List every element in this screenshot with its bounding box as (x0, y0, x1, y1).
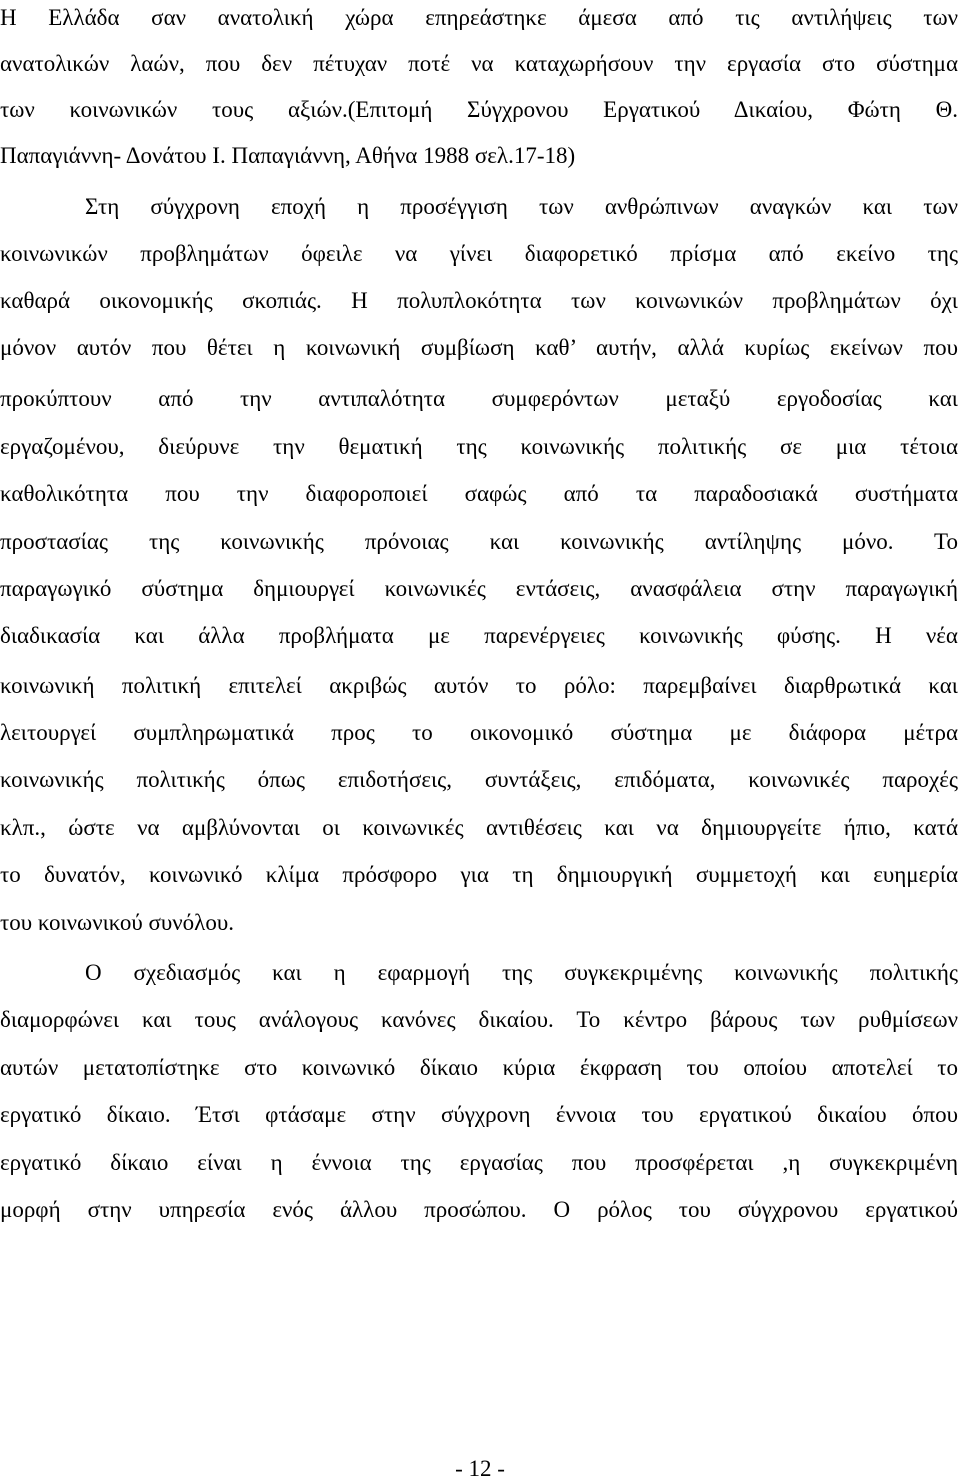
paragraph-first-line: Στη σύγχρονη εποχή η προσέγγιση των ανθρώπινων αναγκών και των (85, 194, 958, 219)
text-line: καθολικότητα που την διαφοροποιεί σαφώς από τα παραδοσιακά συστήματα (0, 481, 958, 506)
text-line: εργαζομένου, διεύρυνε την θεματική της κοινωνικής πολιτικής σε μια τέτοια (0, 434, 958, 459)
text-line: αυτών μετατοπίστηκε στο κοινωνικό δίκαιο κύρια έκφραση του οποίου αποτελεί το (0, 1055, 958, 1080)
text-line: το δυνατόν, κοινωνικό κλίμα πρόσφορο για τη δημιουργική συμμετοχή και ευημερία (0, 862, 958, 887)
text-line: Η Ελλάδα σαν ανατολική χώρα επηρεάστηκε άμεσα από τις αντιλήψεις των (0, 5, 958, 30)
text-line: μορφή στην υπηρεσία ενός άλλου προσώπου. Ο ρόλος του σύγχρονου εργατικού (0, 1197, 958, 1222)
text-line: κοινωνικών προβλημάτων όφειλε να γίνει διαφορετικό πρίσμα από εκείνο της (0, 241, 958, 266)
text-line: Παπαγιάννη- Δονάτου Ι. Παπαγιάννη, Αθήνα 1988 σελ.17-18) (0, 143, 576, 168)
text-line: μόνον αυτόν που θέτει η κοινωνική συμβίωση καθ’ αυτήν, αλλά κυρίως εκείνων που (0, 335, 958, 360)
text-line: κλπ., ώστε να αμβλύνονται οι κοινωνικές αντιθέσεις και να δημιουργείτε ήπιο, κατά (0, 815, 958, 840)
text-line: διαμορφώνει και τους ανάλογους κανόνες δικαίου. Το κέντρο βάρους των ρυθμίσεων (0, 1007, 958, 1032)
paragraph-first-line: Ο σχεδιασμός και η εφαρμογή της συγκεκριμένης κοινωνικής πολιτικής (85, 960, 958, 985)
text-line: καθαρά οικονομικής σκοπιάς. Η πολυπλοκότητα των κοινωνικών προβλημάτων όχι (0, 288, 958, 313)
text-line: κοινωνική πολιτική επιτελεί ακριβώς αυτόν το ρόλο: παρεμβαίνει διαρθρωτικά και (0, 673, 958, 698)
text-line: ανατολικών λαών, που δεν πέτυχαν ποτέ να καταχωρήσουν την εργασία στο σύστημα (0, 51, 958, 76)
text-line: των κοινωνικών τους αξιών.(Επιτομή Σύγχρονου Εργατικού Δικαίου, Φώτη Θ. (0, 97, 958, 122)
text-line: παραγωγικό σύστημα δημιουργεί κοινωνικές εντάσεις, ανασφάλεια στην παραγωγική (0, 576, 958, 601)
text-line: κοινωνικής πολιτικής όπως επιδοτήσεις, συντάξεις, επιδόματα, κοινωνικές παροχές (0, 767, 958, 792)
text-line: εργατικό δίκαιο είναι η έννοια της εργασίας που προσφέρεται ,η συγκεκριμένη (0, 1150, 958, 1175)
text-line: διαδικασία και άλλα προβλήματα με παρενέργειες κοινωνικής φύσης. Η νέα (0, 623, 958, 648)
text-line: προκύπτουν από την αντιπαλότητα συμφερόντων μεταξύ εργοδοσίας και (0, 386, 958, 411)
page-number: - 12 - (455, 1456, 505, 1481)
text-line: του κοινωνικού συνόλου. (0, 910, 234, 935)
text-line: εργατικό δίκαιο. Έτσι φτάσαμε στην σύγχρονη έννοια του εργατικού δικαίου όπου (0, 1102, 958, 1127)
text-line: λειτουργεί συμπληρωματικά προς το οικονομικό σύστημα με διάφορα μέτρα (0, 720, 958, 745)
text-line: προστασίας της κοινωνικής πρόνοιας και κοινωνικής αντίληψης μόνο. Το (0, 529, 958, 554)
